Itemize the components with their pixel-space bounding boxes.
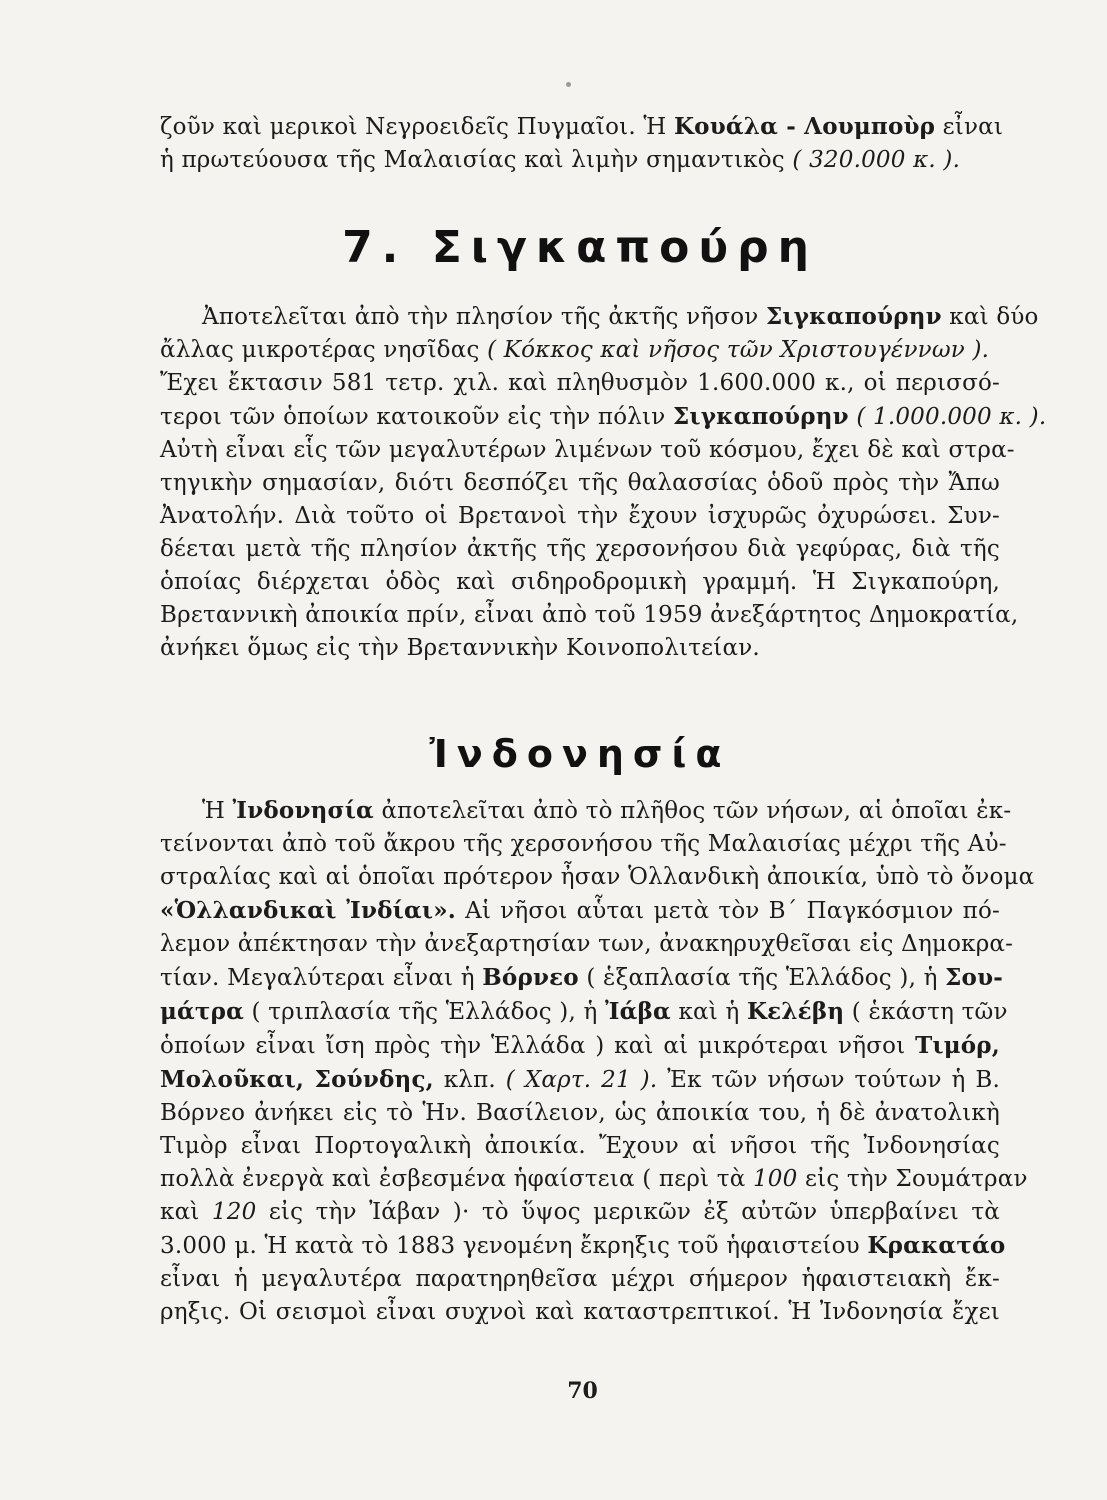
text-line: ἀνήκει ὅμως εἰς τὴν Βρεταννικὴν Κοινοπολιτείαν. (160, 635, 760, 661)
intro-paragraph (160, 110, 1004, 177)
text-line: τείνονται ἀπὸ τοῦ ἄκρου τῆς χερσονήσου τῆς Μαλαισίας μέχρι τῆς Αὐ- (160, 831, 1007, 857)
text-line: πολλὰ ἐνεργὰ καὶ ἐσβεσμένα ἡφαίστεια ( περὶ τὰ 100 εἰς τὴν Σουμάτραν (160, 1166, 1028, 1192)
text-line: Ἔχει ἔκτασιν 581 τετρ. χιλ. καὶ πληθυσμὸν 1.600.000 κ., οἱ περισσό- (160, 370, 1000, 396)
text-line: μάτρα ( τριπλασία τῆς Ἑλλάδος ), ἡ Ἰάβα καὶ ἡ Κελέβη ( ἑκάστη τῶν (160, 998, 1008, 1025)
text-line: Ἡ Ἰνδονησία ἀποτελεῖται ἀπὸ τὸ πλῆθος τῶν νήσων, αἱ ὁποῖαι ἐκ- (202, 797, 1012, 824)
text-line: τεροι τῶν ὁποίων κατοικοῦν εἰς τὴν πόλιν Σιγκαπούρην ( 1.000.000 κ. ). (160, 403, 1047, 430)
text-line: Μολοῦκαι, Σούνδης, κλπ. ( Χαρτ. 21 ). Ἐκ τῶν νήσων τούτων ἡ Β. (160, 1066, 1001, 1093)
text-line: στραλίας καὶ αἱ ὁποῖαι πρότερον ἦσαν Ὁλλανδικὴ ἀποικία, ὑπὸ τὸ ὄνομα (160, 864, 1035, 890)
text-line: «Ὁλλανδικαὶ Ἰνδίαι». Αἱ νῆσοι αὗται μετὰ τὸν Β΄ Παγκόσμιον πό- (160, 897, 1000, 924)
indonesia-paragraph (160, 794, 1035, 1329)
text-line: λεμον ἀπέκτησαν τὴν ἀνεξαρτησίαν των, ἀνακηρυχθεῖσαι εἰς Δημοκρα- (160, 931, 1014, 957)
text-line: ἄλλας μικροτέρας νησῖδας ( Κόκκος καὶ νῆσος τῶν Χριστουγέννων ). (160, 337, 990, 363)
section-title-indonesia: Ἰνδονησία (429, 732, 731, 776)
text-line: Βρεταννικὴ ἀποικία πρίν, εἶναι ἀπὸ τοῦ 1959 ἀνεξάρτητος Δημοκρατία, (160, 602, 1019, 628)
text-line: ὁποίων εἶναι ἴση πρὸς τὴν Ἑλλάδα ) καὶ αἱ μικρότεραι νῆσοι Τιμόρ, (160, 1032, 1001, 1059)
text-line: Ἀποτελεῖται ἀπὸ τὴν πλησίον τῆς ἀκτῆς νῆσον Σιγκαπούρην καὶ δύο (202, 303, 1039, 330)
text-line: εἶναι ἡ μεγαλυτέρα παρατηρηθεῖσα μέχρι σήμερον ἡφαιστειακὴ ἔκ- (160, 1266, 1000, 1292)
text-line: ὁποίας διέρχεται ὁδὸς καὶ σιδηροδρομικὴ γραμμή. Ἡ Σιγκαπούρη, (160, 569, 1000, 595)
text-line: καὶ 120 εἰς τὴν Ἰάβαν )· τὸ ὕψος μερικῶν ἐξ αὐτῶν ὑπερβαίνει τὰ (160, 1199, 1000, 1225)
text-line: Αὐτὴ εἶναι εἷς τῶν μεγαλυτέρων λιμένων τοῦ κόσμου, ἔχει δὲ καὶ στρα- (160, 437, 1015, 463)
text-line: δέεται μετὰ τῆς πλησίον ἀκτῆς τῆς χερσονήσου διὰ γεφύρας, διὰ τῆς (160, 536, 1000, 562)
text-line: τίαν. Μεγαλύτεραι εἶναι ἡ Βόρνεο ( ἑξαπλασία τῆς Ἑλλάδος ), ἡ Σου- (160, 964, 1004, 991)
page-number: 70 (567, 1378, 598, 1404)
singapore-paragraph (160, 300, 1047, 665)
text-line: Ἀνατολήν. Διὰ τοῦτο οἱ Βρετανοὶ τὴν ἔχουν ἰσχυρῶς ὀχυρώσει. Συν- (160, 503, 1000, 529)
ink-speck (566, 82, 571, 87)
text-line: ζοῦν καὶ μερικοὶ Νεγροειδεῖς Πυγμαῖοι. Ἡ Κουάλα - Λουμποὺρ εἶναι (160, 113, 1004, 140)
text-line: Βόρνεο ἀνήκει εἰς τὸ Ἡν. Βασίλειον, ὡς ἀποικία του, ἡ δὲ ἀνατολικὴ (160, 1100, 1000, 1126)
section-title-singapore: 7. Σιγκαπούρη (342, 222, 818, 273)
text-line: ρηξις. Οἱ σεισμοὶ εἶναι συχνοὶ καὶ καταστρεπτικοί. Ἡ Ἰνδονησία ἔχει (160, 1299, 1000, 1325)
text-line: ἡ πρωτεύουσα τῆς Μαλαισίας καὶ λιμὴν σημαντικὸς ( 320.000 κ. ). (160, 147, 961, 173)
text-line: Τιμὸρ εἶναι Πορτογαλικὴ ἀποικία. Ἔχουν αἱ νῆσοι τῆς Ἰνδονησίας (160, 1133, 1000, 1159)
text-line: τηγικὴν σημασίαν, διότι δεσπόζει τῆς θαλασσίας ὁδοῦ πρὸς τὴν Ἄπω (160, 470, 1000, 496)
text-line: 3.000 μ. Ἡ κατὰ τὸ 1883 γενομένη ἔκρηξις τοῦ ἡφαιστείου Κρακατάο (160, 1232, 1006, 1259)
